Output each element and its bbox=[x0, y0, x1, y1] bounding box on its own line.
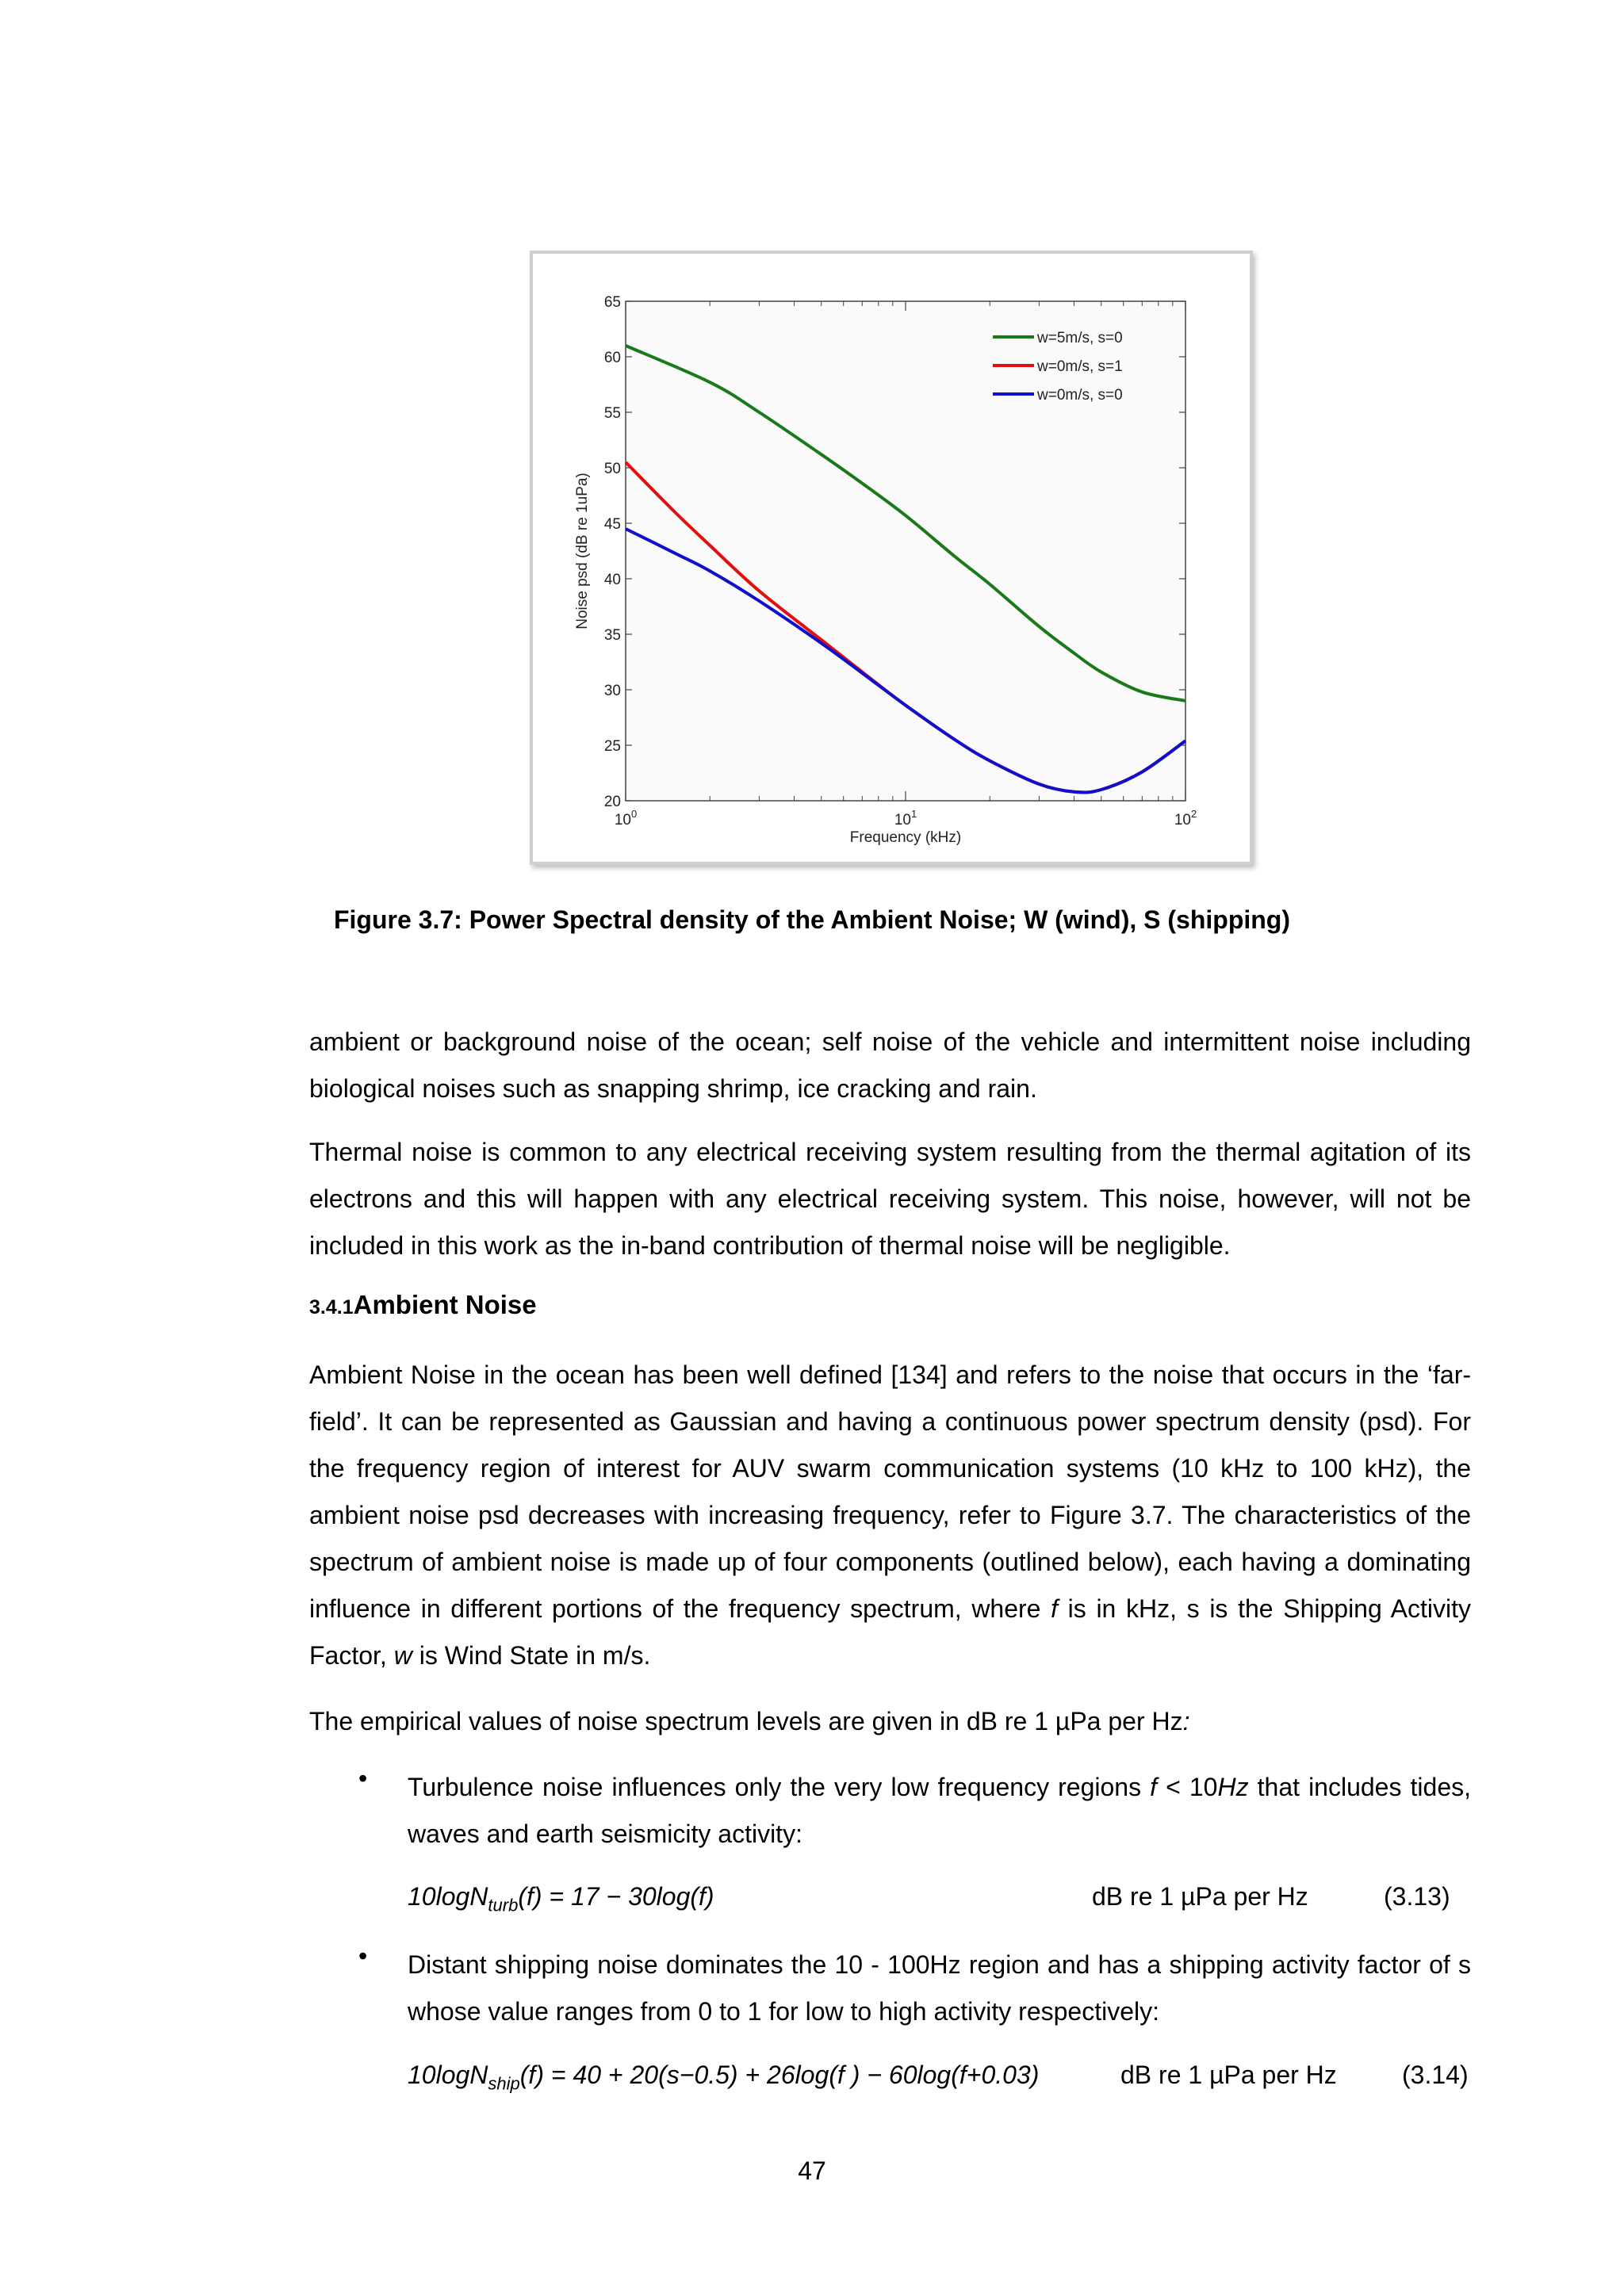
y-axis-label: Noise psd (dB re 1uPa) bbox=[574, 473, 591, 629]
y-tick-label-30: 30 bbox=[603, 683, 621, 699]
noise-psd-chart bbox=[533, 254, 1250, 862]
y-tick-label-55: 55 bbox=[603, 405, 621, 422]
legend-label-3: w=0m/s, s=0 bbox=[1037, 387, 1123, 404]
equation-3-13: 10logN$_{turb}$(f) = 17 − 30log(f) bbox=[408, 1882, 714, 1915]
legend-label-2: w=0m/s, s=1 bbox=[1037, 358, 1123, 375]
y-tick-label-50: 50 bbox=[603, 461, 621, 477]
x-tick-label-10: $10^1$ bbox=[894, 808, 917, 828]
equation-3-13-unit: dB re 1 µPa per Hz bbox=[1092, 1882, 1308, 1911]
page-number: 47 bbox=[798, 2156, 826, 2185]
plot-area bbox=[626, 301, 1185, 801]
y-tick-label-45: 45 bbox=[603, 516, 621, 533]
equation-3-14-number: (3.14) bbox=[1402, 2061, 1469, 2089]
bullet-item-1: Turbulence noise influences only the very low frequency regions f < 10Hz that includes tides, waves and earth seismicity activity: bbox=[408, 1773, 1472, 1848]
paragraph-2: Thermal noise is common to any electrical receiving system resulting from the thermal agitation of its electrons and this will happen with any electrical receiving system. This noise, however, will not be included in this work as the in-band contribution of thermal noise will be negligible. bbox=[309, 1138, 1471, 1260]
x-axis-label: Frequency (kHz) bbox=[849, 829, 962, 846]
legend-label-1: w=5m/s, s=0 bbox=[1037, 330, 1123, 346]
section-title: Ambient Noise bbox=[353, 1290, 537, 1319]
paragraph-4: The empirical values of noise spectrum levels are given in dB re 1 µPa per Hz: bbox=[309, 1707, 1190, 1735]
section-heading bbox=[309, 1290, 537, 1320]
paragraph-1: ambient or background noise of the ocean; self noise of the vehicle and intermittent noise including biological noises such as snapping shrimp, ice cracking and rain. bbox=[309, 1027, 1471, 1103]
y-tick-label-65: 65 bbox=[603, 294, 621, 311]
y-tick-label-35: 35 bbox=[603, 627, 621, 644]
bullet-dot-2: • bbox=[358, 1942, 368, 1970]
figure-caption: Figure 3.7: Power Spectral density of the Ambient Noise; W (wind), S (shipping) bbox=[333, 905, 1290, 934]
y-tick-label-40: 40 bbox=[603, 572, 621, 588]
equation-3-13-number: (3.13) bbox=[1384, 1882, 1450, 1911]
bullet-dot-1: • bbox=[358, 1764, 368, 1793]
x-tick-label-100: $10^2$ bbox=[1174, 808, 1197, 828]
section-number: 3.4.1 bbox=[309, 1296, 354, 1318]
x-tick-label-1: $10^0$ bbox=[614, 808, 638, 828]
equation-3-14: 10logN$_{ship}$(f) = 40 + 20(s−0.5) + 26log(f ) − 60log(f+0.03) bbox=[408, 2061, 1040, 2094]
paragraph-3: Ambient Noise in the ocean has been well defined [134] and refers to the noise that occurs in the ‘far-field’. It can be represented as Gaussian and having a continuous power spectrum density (psd). For the frequency region of interest for AUV swarm communication systems (10 kHz to 100 kHz), the ambient noise psd decreases with increasing frequency, refer to Figure 3.7. The characteristics of the spectrum of ambient noise is made up of four components (outlined below), each having a dominating influence in different portions of the frequency spectrum, where f is in kHz, s is the Shipping Activity Factor, w is Wind State in m/s. bbox=[309, 1360, 1472, 1670]
figure-frame bbox=[530, 251, 1253, 865]
equation-3-14-unit: dB re 1 µPa per Hz bbox=[1120, 2061, 1337, 2089]
bullet-item-2: Distant shipping noise dominates the 10 - 100Hz region and has a shipping activity factor of s whose value ranges from 0 to 1 for low to high activity respectively: bbox=[408, 1950, 1471, 2026]
y-tick-label-25: 25 bbox=[603, 738, 621, 755]
y-tick-label-60: 60 bbox=[603, 350, 621, 366]
y-tick-label-20: 20 bbox=[603, 794, 621, 810]
